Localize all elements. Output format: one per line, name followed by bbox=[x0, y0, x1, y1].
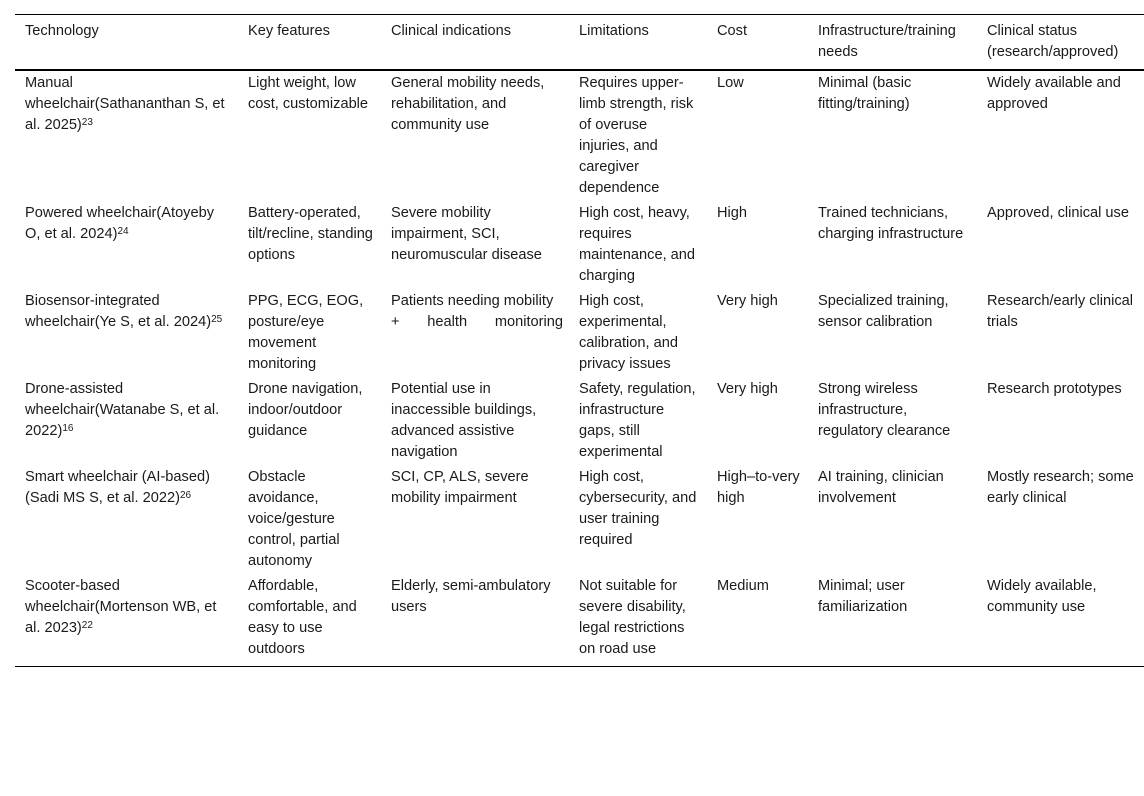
cell-status: Widely available, community use bbox=[977, 573, 1144, 667]
cell-infrastructure: Specialized training, sensor calibration bbox=[818, 293, 949, 330]
header-row bbox=[15, 15, 1144, 71]
header-cost: Cost bbox=[707, 15, 808, 71]
cell-limitations: Not suitable for severe disability, legal restrictions on road use bbox=[569, 573, 707, 667]
cell-infrastructure: Minimal (basic fitting/training) bbox=[818, 75, 912, 112]
cell-cost: Medium bbox=[707, 573, 808, 667]
table-row bbox=[15, 376, 1144, 464]
cell-indications: Severe mobility impairment, SCI, neuromuscular disease bbox=[391, 205, 542, 263]
reference-number: 24 bbox=[117, 226, 129, 237]
cell-technology bbox=[15, 70, 238, 200]
cell-features: PPG, ECG, EOG, posture/eye movement monitoring bbox=[248, 293, 364, 372]
cell-features: Affordable, comfortable, and easy to use outdoors bbox=[238, 573, 381, 667]
table-row bbox=[15, 464, 1144, 573]
reference-number: 25 bbox=[211, 314, 223, 325]
header-clinical-status: Clinical status (research/approved) bbox=[977, 15, 1144, 71]
cell-limitations: High cost, cybersecurity, and user training required bbox=[579, 469, 697, 548]
technology-text: Manual wheelchair(Sathananthan S, et al. 2025) bbox=[25, 75, 225, 133]
cell-indications: Elderly, semi-ambulatory users bbox=[381, 573, 569, 667]
cell-technology bbox=[15, 200, 238, 288]
cell-features: Drone navigation, indoor/outdoor guidance bbox=[248, 381, 363, 439]
cell-cost: Very high bbox=[717, 381, 778, 397]
cell-technology bbox=[15, 288, 238, 376]
technology-text: Drone-assisted wheelchair(Watanabe S, et al. 2022) bbox=[25, 381, 220, 439]
header-key-features: Key features bbox=[238, 15, 381, 71]
cell-status: Approved, clinical use bbox=[987, 205, 1129, 221]
technology-text: Powered wheelchair(Atoyeby O, et al. 2024) bbox=[25, 205, 215, 242]
cell-infrastructure: Minimal; user familiarization bbox=[808, 573, 977, 667]
cell-limitations: High cost, heavy, requires maintenance, and charging bbox=[579, 205, 696, 284]
table-header bbox=[15, 15, 1144, 71]
technology-text: Smart wheelchair (AI-based)(Sadi MS S, et al. 2022) bbox=[25, 469, 210, 506]
cell-indications: Patients needing mobility + health monitoring bbox=[391, 293, 563, 330]
cell-indications: SCI, CP, ALS, severe mobility impairment bbox=[391, 469, 529, 506]
cell-cost: Low bbox=[717, 75, 744, 91]
cell-status: Research/early clinical trials bbox=[987, 293, 1133, 330]
cell-cost: High–to-very high bbox=[717, 469, 800, 506]
cell-indications: General mobility needs, rehabilitation, and community use bbox=[391, 75, 545, 133]
wheelchair-technology-table bbox=[15, 14, 1144, 667]
header-clinical-indications: Clinical indications bbox=[381, 15, 569, 71]
cell-infrastructure: Strong wireless infrastructure, regulatory clearance bbox=[818, 381, 951, 439]
cell-cost: Very high bbox=[717, 293, 778, 309]
cell-status: Widely available and approved bbox=[987, 75, 1121, 112]
reference-number: 26 bbox=[179, 490, 192, 501]
cell-technology bbox=[15, 573, 238, 667]
cell-indications: Potential use in inaccessible buildings, advanced assistive navigation bbox=[391, 381, 537, 460]
cell-limitations: Requires upper-limb strength, risk of overuse injuries, and caregiver dependence bbox=[579, 75, 694, 196]
technology-text: Scooter-based wheelchair(Mortenson WB, et al. 2023) bbox=[25, 578, 217, 636]
cell-technology bbox=[15, 376, 238, 464]
header-infrastructure: Infrastructure/training needs bbox=[808, 15, 977, 71]
cell-cost: High bbox=[717, 205, 748, 221]
cell-status: Research prototypes bbox=[987, 381, 1122, 397]
cell-technology bbox=[15, 464, 238, 573]
reference-number: 22 bbox=[81, 620, 93, 631]
header-technology: Technology bbox=[15, 15, 238, 71]
table-row bbox=[15, 70, 1144, 200]
technology-text: Biosensor-integrated wheelchair(Ye S, et al. 2024) bbox=[25, 293, 212, 330]
reference-number: 23 bbox=[81, 117, 93, 128]
reference-number: 16 bbox=[62, 423, 74, 434]
cell-features: Light weight, low cost, customizable bbox=[248, 75, 369, 112]
cell-limitations: Safety, regulation, infrastructure gaps, still experimental bbox=[579, 381, 696, 460]
table-row bbox=[15, 200, 1144, 288]
table-row bbox=[15, 573, 1144, 667]
cell-limitations: High cost, experimental, calibration, and privacy issues bbox=[579, 293, 678, 372]
cell-infrastructure: AI training, clinician involvement bbox=[818, 469, 944, 506]
table-body bbox=[15, 70, 1144, 667]
header-limitations: Limitations bbox=[569, 15, 707, 71]
cell-features: Obstacle avoidance, voice/gesture control, partial autonomy bbox=[248, 469, 340, 569]
table-row bbox=[15, 288, 1144, 376]
cell-infrastructure: Trained technicians, charging infrastructure bbox=[818, 205, 964, 242]
cell-status: Mostly research; some early clinical bbox=[987, 469, 1134, 506]
cell-features: Battery-operated, tilt/recline, standing options bbox=[248, 205, 373, 263]
